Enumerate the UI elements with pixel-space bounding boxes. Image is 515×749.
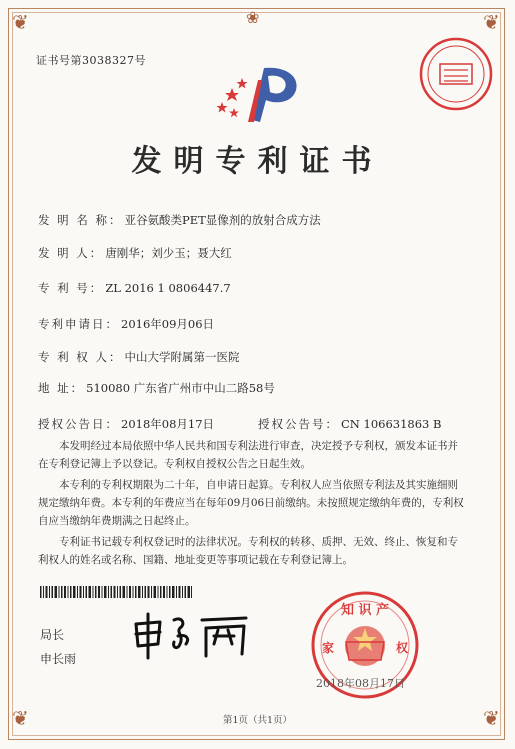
svg-text:知 识 产: 知 识 产	[340, 603, 390, 618]
field-label: 发 明 名 称：	[38, 213, 123, 227]
field-address	[38, 380, 275, 396]
field-label: 专 利 号：	[38, 281, 104, 295]
body-paragraph: 专利证书记载专利权登记时的法律状况。专利权的转移、质押、无效、终止、恢复和专利权人的姓名或名称、国籍、地址变更等事项记载在专利登记簿上。	[38, 536, 458, 566]
patent-office-logo-icon	[212, 60, 308, 126]
corner-ornament-icon: ❦	[483, 706, 500, 730]
field-label: 授权公告日：	[38, 417, 119, 431]
top-ornament-icon: ❀	[246, 8, 260, 27]
field-grant-number	[258, 416, 441, 432]
field-label: 地 址：	[38, 381, 85, 395]
field-label: 授权公告号：	[258, 417, 339, 431]
field-value: 2018年08月17日	[121, 417, 215, 431]
svg-text:权: 权	[395, 641, 409, 655]
corner-ornament-icon: ❦	[483, 10, 500, 34]
certificate-body	[38, 437, 468, 572]
certificate-number: 证书号第3038327号	[36, 54, 146, 67]
field-invention-name	[38, 212, 321, 228]
field-value: CN 106631863 B	[341, 417, 442, 431]
field-inventors	[38, 245, 232, 261]
field-label: 专利申请日：	[38, 317, 119, 331]
field-application-date	[38, 316, 214, 332]
field-patent-number	[38, 280, 231, 296]
page-footer: 第1页（共1页）	[222, 715, 293, 726]
corner-ornament-icon: ❦	[12, 706, 29, 730]
svg-text:家: 家	[321, 641, 335, 655]
field-value: ZL 2016 1 0806447.7	[105, 281, 231, 295]
handwritten-signature-icon	[130, 610, 260, 660]
signatory-name: 申长雨	[40, 652, 77, 666]
body-paragraph: 本专利的专利权期限为二十年，自申请日起算。专利权人应当依照专利法及其实施细则规定缴纳年费。本专利的年费应当在每年09月06日前缴纳。未按照规定缴纳年费的，专利权自应当缴纳年费期满之日起终止。	[38, 479, 464, 527]
barcode-icon	[40, 586, 192, 598]
seal-date: 2018年08月17日	[316, 677, 405, 690]
field-value: 510080 广东省广州市中山二路58号	[86, 381, 275, 395]
signatory-title: 局长	[40, 628, 65, 642]
field-value: 亚谷氨酸类PET显像剂的放射合成方法	[124, 213, 321, 227]
corner-ornament-icon: ❦	[12, 10, 29, 34]
body-paragraph: 本发明经过本局依照中华人民共和国专利法进行审查，决定授予专利权，颁发本证书并在专利登记簿上予以登记。专利权自授权公告之日起生效。	[38, 440, 458, 470]
field-value: 2016年09月06日	[121, 317, 215, 331]
field-patentee	[38, 349, 239, 365]
field-label: 专 利 权 人：	[38, 350, 123, 364]
field-label: 发 明 人：	[38, 246, 104, 260]
certificate-title: 发明专利证书	[131, 144, 384, 179]
field-grant-date	[38, 416, 214, 432]
field-value: 唐刚华；刘少玉；聂大红	[105, 246, 232, 260]
field-value: 中山大学附属第一医院	[124, 350, 240, 364]
patent-office-seal-icon	[418, 36, 494, 112]
